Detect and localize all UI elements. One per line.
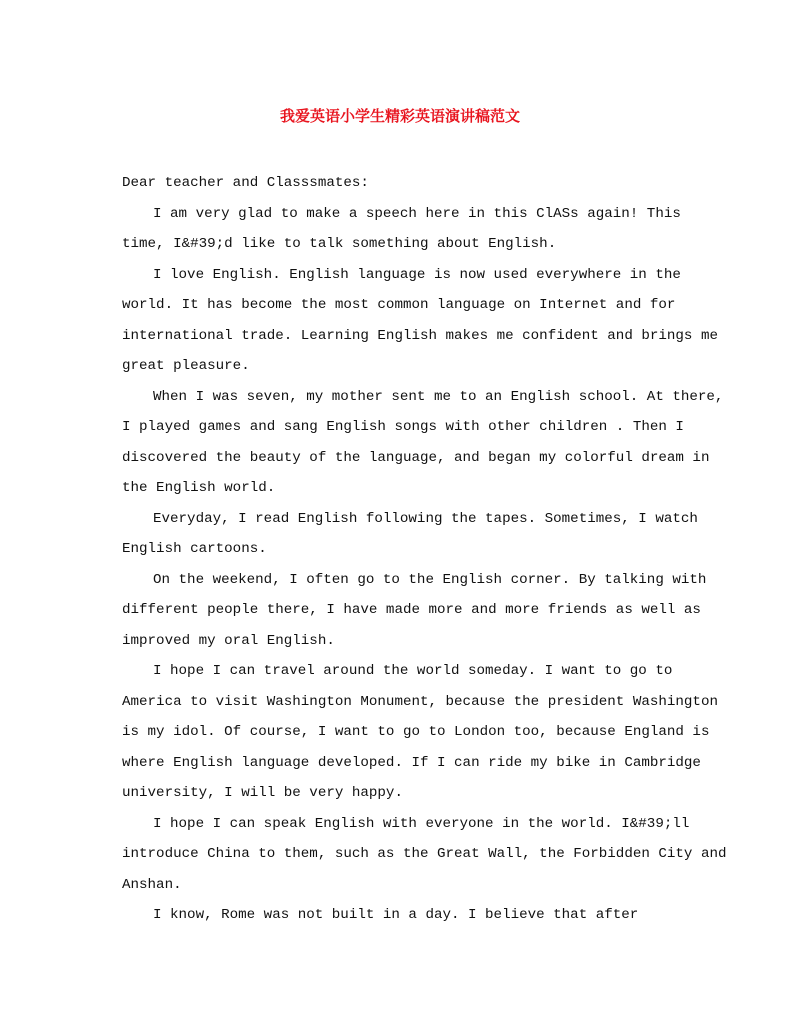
paragraph-1 — [122, 199, 682, 260]
paragraph-2 — [122, 260, 718, 382]
paragraph-4 — [122, 504, 698, 565]
text-line: international trade. Learning English makes me confident and brings me — [122, 327, 718, 344]
text-line: On the weekend, I often go to the English corner. By talking with — [153, 571, 707, 588]
text-line: improved my oral English. — [122, 632, 335, 649]
document-body — [122, 168, 727, 931]
text-line: I played games and sang English songs with other children . Then I — [122, 419, 684, 435]
paragraph-5 — [122, 565, 707, 657]
text-line: where English language developed. If I can ride my bike in Cambridge — [122, 754, 701, 771]
paragraph-6 — [122, 656, 718, 809]
text-line: time, I&#39;d like to talk something about English. — [122, 236, 557, 252]
text-line: is my idol. Of course, I want to go to London too, because England is — [122, 724, 710, 740]
text-line: different people there, I have made more and more friends as well as — [122, 602, 701, 618]
text-line: Dear teacher and Classsmates: — [122, 175, 369, 191]
text-line: I hope I can speak English with everyone in the world. I&#39;ll — [153, 815, 690, 832]
paragraph-3 — [122, 382, 724, 504]
salutation — [122, 168, 682, 199]
text-line: I know, Rome was not built in a day. I believe that after — [153, 907, 639, 923]
text-line: university, I will be very happy. — [122, 785, 403, 801]
text-line: world. It has become the most common language on Internet and for — [122, 297, 676, 313]
text-line: English cartoons. — [122, 541, 267, 557]
text-line: great pleasure. — [122, 358, 250, 374]
paragraph-8 — [122, 900, 682, 931]
text-line: Everyday, I read English following the tapes. Sometimes, I watch — [153, 510, 698, 527]
text-line: Anshan. — [122, 876, 182, 893]
text-line: I hope I can travel around the world someday. I want to go to — [153, 663, 673, 679]
text-line: introduce China to them, such as the Great Wall, the Forbidden City and — [122, 846, 727, 862]
text-line: I am very glad to make a speech here in this ClASs again! This — [153, 205, 681, 222]
paragraph-7 — [122, 809, 727, 901]
text-line: America to visit Washington Monument, because the president Washington — [122, 693, 718, 710]
document-title: 我爱英语小学生精彩英语演讲稿范文 — [279, 107, 520, 125]
text-line: When I was seven, my mother sent me to an English school. At there, — [153, 388, 724, 405]
text-line: I love English. English language is now used everywhere in the — [153, 266, 681, 283]
text-line: the English world. — [122, 480, 276, 496]
text-line: discovered the beauty of the language, and began my colorful dream in — [122, 449, 710, 466]
